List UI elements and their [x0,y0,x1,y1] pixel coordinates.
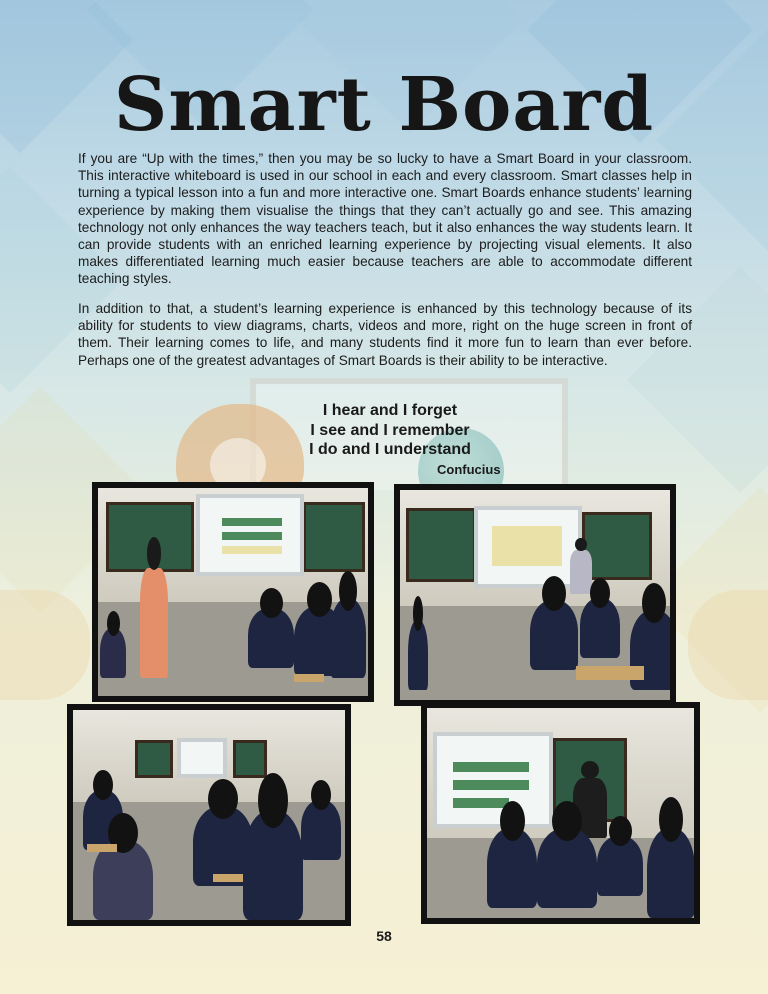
decorative-book-right [688,590,768,700]
page-title: Smart Board [113,62,655,148]
second-paragraph: In addition to that, a student’s learning experience is enhanced by this technology because of its ability for students to view diagrams, charts, videos and more, right on the huge screen in front of them. Their learning comes to life, and many students find it more fun to learn than ever before. Perhaps one of the greatest advantages of Smart Boards is their ability to be interactive. [78,301,692,368]
page-number: 58 [376,928,392,944]
quote-line-2: I see and I remember [310,421,470,439]
quote [250,401,530,460]
intro-paragraph: If you are “Up with the times,” then you may be so lucky to have a Smart Board in your classroom. This interactive whiteboard is used in our school in each and every classroom. Smart classes help in turning a typical lesson into a fun and more interactive one. Smart Boards enhance students’ learning experience by making them visualise the things that they can’t actually go and see. This amazing technology not only enhances the way teachers teach, but it also enhances the way students learn. It can provide students with an enriched learning experience by projecting visual elements. It also makes differentiated learning much easier because teachers are able to accommodate different teaching styles. [78,151,692,287]
classroom-photo-1 [92,482,374,702]
quote-attribution: Confucius [437,462,501,477]
quote-line-1: I hear and I forget [322,402,458,419]
decorative-book-left [0,590,90,700]
quote-line-3: I do and I understand [309,441,471,458]
classroom-photo-2 [394,484,676,706]
classroom-photo-3 [67,704,351,926]
classroom-photo-4 [421,702,700,924]
